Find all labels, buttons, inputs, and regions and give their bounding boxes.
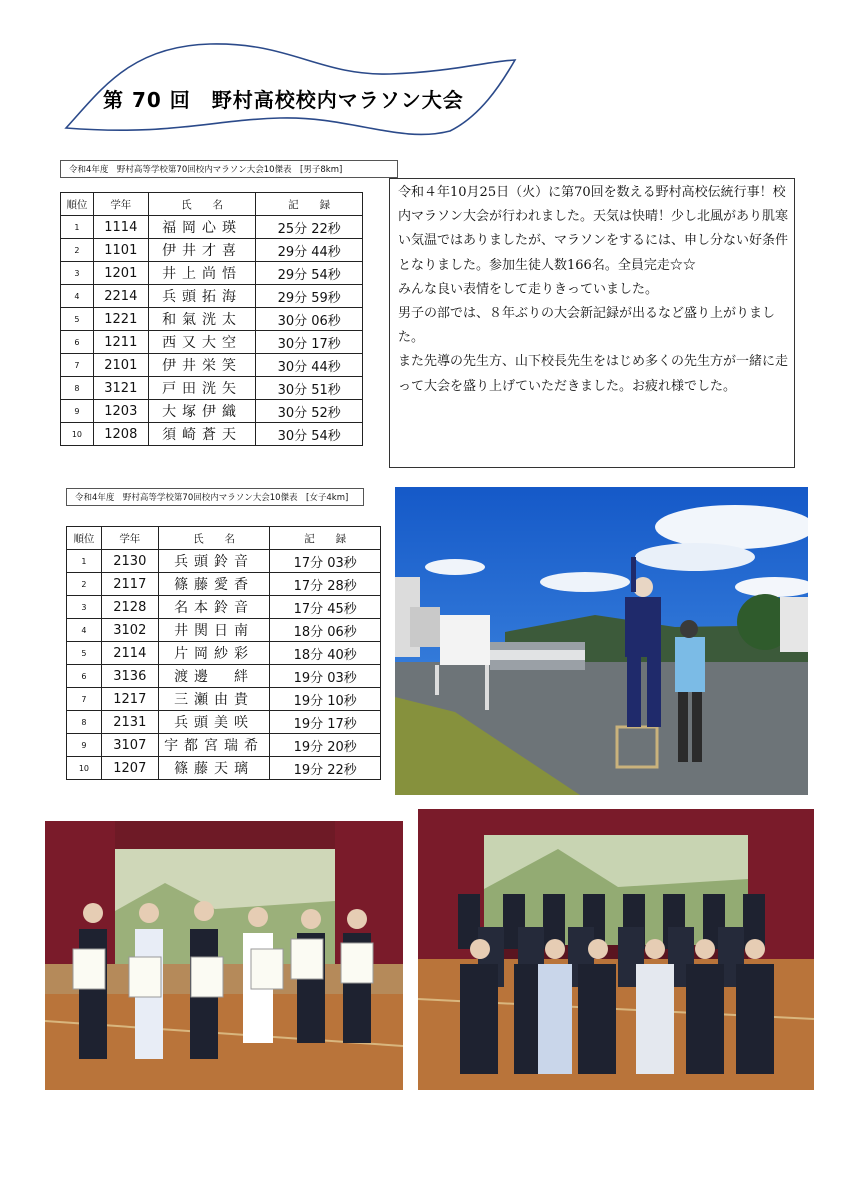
record-cell: 17分 03秒	[270, 550, 381, 573]
name-cell: 井関日南	[158, 619, 270, 642]
table-row	[67, 665, 381, 688]
name-cell: 三瀬由貴	[158, 688, 270, 711]
name-cell: 兵頭鈴音	[158, 550, 270, 573]
name-cell: 和氣洸太	[148, 308, 256, 331]
grade-cell: 3136	[101, 665, 158, 688]
name-cell: 片岡紗彩	[158, 642, 270, 665]
boys-ranking-table	[60, 192, 363, 446]
header-record: 記 録	[270, 527, 381, 550]
rank-cell: 7	[67, 688, 102, 711]
grade-cell: 1217	[101, 688, 158, 711]
grade-cell: 1208	[93, 423, 148, 446]
grade-cell: 1201	[93, 262, 148, 285]
rank-cell: 7	[61, 354, 94, 377]
record-cell: 18分 40秒	[270, 642, 381, 665]
table-row	[67, 734, 381, 757]
rank-cell: 1	[67, 550, 102, 573]
table-row	[67, 688, 381, 711]
rank-cell: 4	[61, 285, 94, 308]
record-cell: 17分 45秒	[270, 596, 381, 619]
table-row	[61, 331, 363, 354]
name-cell: 大塚伊織	[148, 400, 256, 423]
event-report	[389, 178, 795, 468]
name-cell: 篠藤愛香	[158, 573, 270, 596]
table-row	[67, 642, 381, 665]
grade-cell: 2130	[101, 550, 158, 573]
header-grade: 学年	[101, 527, 158, 550]
rank-cell: 5	[61, 308, 94, 331]
name-cell: 宇都宮瑞希	[158, 734, 270, 757]
grade-cell: 1207	[101, 757, 158, 780]
rank-cell: 10	[67, 757, 102, 780]
table-row	[67, 573, 381, 596]
report-paragraph: 令和４年10月25日（火）に第70回を数える野村高校伝統行事！校内マラソン大会が行われました。天気は快晴！少し北風があり肌寒い気温ではありましたが、マラソンをするには、申し分ない好条件となりました。参加生徒人数166名。全員完走☆☆	[398, 185, 789, 273]
girls-ranking-table	[66, 526, 381, 780]
grade-cell: 1101	[93, 239, 148, 262]
rank-cell: 9	[67, 734, 102, 757]
table-row	[67, 550, 381, 573]
name-cell: 名本鈴音	[158, 596, 270, 619]
header-name: 氏 名	[158, 527, 270, 550]
report-paragraph: また先導の先生方、山下校長先生をはじめ多くの先生方が一緒に走って大会を盛り上げていただきました。お疲れ様でした。	[398, 354, 789, 394]
record-cell: 30分 51秒	[256, 377, 363, 400]
grade-cell: 3102	[101, 619, 158, 642]
grade-cell: 2114	[101, 642, 158, 665]
table-row	[67, 757, 381, 780]
header-name: 氏 名	[148, 193, 256, 216]
rank-cell: 8	[61, 377, 94, 400]
name-cell: 兵頭拓海	[148, 285, 256, 308]
name-cell: 福岡心瑛	[148, 216, 256, 239]
record-cell: 30分 44秒	[256, 354, 363, 377]
grade-cell: 1114	[93, 216, 148, 239]
header-grade: 学年	[93, 193, 148, 216]
header-record: 記 録	[256, 193, 363, 216]
rank-cell: 6	[67, 665, 102, 688]
table-row	[61, 216, 363, 239]
table-row	[61, 354, 363, 377]
table-row	[61, 400, 363, 423]
rank-cell: 8	[67, 711, 102, 734]
rank-cell: 6	[61, 331, 94, 354]
start-line-photo	[395, 487, 808, 795]
grade-cell: 1211	[93, 331, 148, 354]
boys-table-caption: 令和4年度 野村高等学校第70回校内マラソン大会10傑表 [男子8km]	[60, 160, 398, 178]
grade-cell: 1221	[93, 308, 148, 331]
grade-cell: 2214	[93, 285, 148, 308]
table-row	[67, 619, 381, 642]
record-cell: 30分 54秒	[256, 423, 363, 446]
rank-cell: 1	[61, 216, 94, 239]
table-row	[61, 285, 363, 308]
name-cell: 伊井才喜	[148, 239, 256, 262]
record-cell: 30分 06秒	[256, 308, 363, 331]
table-row	[61, 377, 363, 400]
rank-cell: 2	[61, 239, 94, 262]
header-rank: 順位	[61, 193, 94, 216]
group-photo	[418, 809, 814, 1090]
name-cell: 井上尚悟	[148, 262, 256, 285]
report-paragraph: 男子の部では、８年ぶりの大会新記録が出るなど盛り上がりました。	[398, 306, 776, 346]
rank-cell: 4	[67, 619, 102, 642]
name-cell: 戸田洸矢	[148, 377, 256, 400]
record-cell: 29分 59秒	[256, 285, 363, 308]
record-cell: 19分 20秒	[270, 734, 381, 757]
record-cell: 17分 28秒	[270, 573, 381, 596]
girls-table-caption: 令和4年度 野村高等学校第70回校内マラソン大会10傑表 [女子4km]	[66, 488, 364, 506]
rank-cell: 9	[61, 400, 94, 423]
name-cell: 須崎蒼天	[148, 423, 256, 446]
grade-cell: 3107	[101, 734, 158, 757]
name-cell: 伊井栄笑	[148, 354, 256, 377]
record-cell: 19分 22秒	[270, 757, 381, 780]
grade-cell: 2101	[93, 354, 148, 377]
table-row	[61, 239, 363, 262]
record-cell: 30分 17秒	[256, 331, 363, 354]
name-cell: 渡邊 絆	[158, 665, 270, 688]
rank-cell: 2	[67, 573, 102, 596]
table-row	[61, 423, 363, 446]
record-cell: 18分 06秒	[270, 619, 381, 642]
record-cell: 29分 44秒	[256, 239, 363, 262]
award-photo-winners	[45, 821, 403, 1090]
record-cell: 30分 52秒	[256, 400, 363, 423]
table-row	[61, 308, 363, 331]
rank-cell: 5	[67, 642, 102, 665]
table-row	[61, 262, 363, 285]
page-title: 第 70 回 野村高校校内マラソン大会	[103, 88, 464, 112]
record-cell: 19分 17秒	[270, 711, 381, 734]
name-cell: 兵頭美咲	[158, 711, 270, 734]
record-cell: 29分 54秒	[256, 262, 363, 285]
grade-cell: 1203	[93, 400, 148, 423]
rank-cell: 10	[61, 423, 94, 446]
table-row	[67, 711, 381, 734]
name-cell: 西又大空	[148, 331, 256, 354]
rank-cell: 3	[67, 596, 102, 619]
table-row	[67, 596, 381, 619]
grade-cell: 2128	[101, 596, 158, 619]
grade-cell: 2131	[101, 711, 158, 734]
name-cell: 篠藤天璃	[158, 757, 270, 780]
report-paragraph: みんな良い表情をして走りきっていました。	[398, 281, 659, 297]
grade-cell: 3121	[93, 377, 148, 400]
record-cell: 19分 03秒	[270, 665, 381, 688]
grade-cell: 2117	[101, 573, 158, 596]
rank-cell: 3	[61, 262, 94, 285]
record-cell: 25分 22秒	[256, 216, 363, 239]
record-cell: 19分 10秒	[270, 688, 381, 711]
header-rank: 順位	[67, 527, 102, 550]
